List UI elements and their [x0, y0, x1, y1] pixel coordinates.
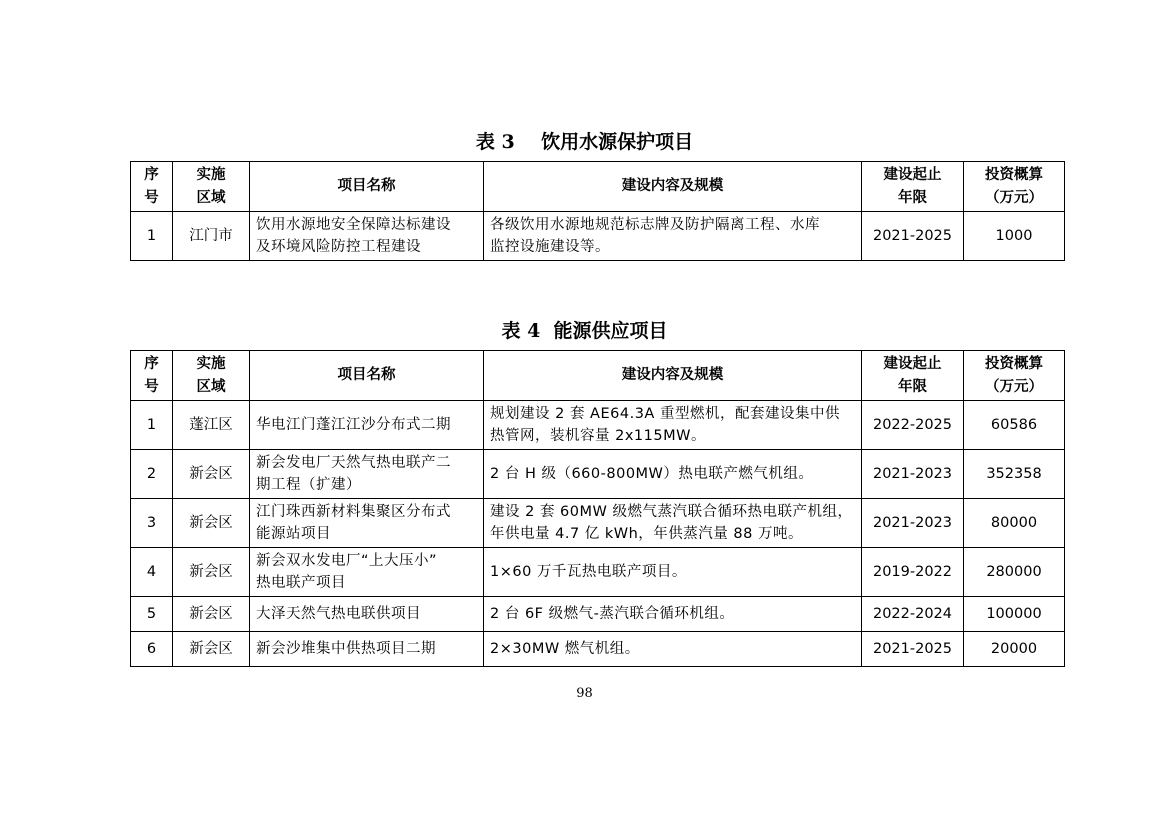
- table4-caption: 表 4 能源供应项目: [501, 320, 668, 342]
- table-row: [131, 632, 1065, 667]
- cell-region: 新会区: [173, 450, 250, 499]
- table-row: [131, 499, 1065, 548]
- cell-period: 2021-2025: [862, 212, 964, 261]
- cell-name: 江门珠西新材料集聚区分布式 能源站项目: [250, 499, 484, 548]
- cell-period: 2022-2024: [862, 597, 964, 632]
- cell-name: 新会双水发电厂“上大压小” 热电联产项目: [250, 548, 484, 597]
- cell-name: 新会发电厂天然气热电联产二 期工程（扩建）: [250, 450, 484, 499]
- cell-content: 规划建设 2 套 AE64.3A 重型燃机，配套建设集中供 热管网，装机容量 2x115MW。: [484, 401, 862, 450]
- table3-drinking-water-protection: [130, 161, 1065, 261]
- header-investment: 投资概算 （万元）: [964, 162, 1065, 212]
- cell-seq: 3: [131, 499, 173, 548]
- header-period: 建设起止 年限: [862, 162, 964, 212]
- cell-period: 2022-2025: [862, 401, 964, 450]
- cell-seq: 2: [131, 450, 173, 499]
- table-row: [131, 597, 1065, 632]
- table4-energy-supply: [130, 350, 1065, 667]
- table-row: [131, 212, 1065, 261]
- cell-content: 建设 2 套 60MW 级燃气蒸汽联合循环热电联产机组， 年供电量 4.7 亿 kWh，年供蒸汽量 88 万吨。: [484, 499, 862, 548]
- cell-seq: 1: [131, 401, 173, 450]
- header-seq: 序 号: [131, 351, 173, 401]
- cell-investment: 100000: [964, 597, 1065, 632]
- table-row: [131, 450, 1065, 499]
- table3-caption: 表 3 饮用水源保护项目: [475, 131, 694, 153]
- header-name: 项目名称: [250, 162, 484, 212]
- cell-content: 2×30MW 燃气机组。: [484, 632, 862, 667]
- cell-region: 新会区: [173, 597, 250, 632]
- header-name: 项目名称: [250, 351, 484, 401]
- header-region: 实施 区域: [173, 162, 250, 212]
- cell-content: 2 台 H 级（660-800MW）热电联产燃气机组。: [484, 450, 862, 499]
- table4-header-row: [131, 351, 1065, 401]
- cell-period: 2021-2025: [862, 632, 964, 667]
- cell-name: 华电江门蓬江江沙分布式二期: [250, 401, 484, 450]
- cell-region: 蓬江区: [173, 401, 250, 450]
- header-investment: 投资概算 （万元）: [964, 351, 1065, 401]
- cell-seq: 5: [131, 597, 173, 632]
- header-content: 建设内容及规模: [484, 162, 862, 212]
- cell-name: 新会沙堆集中供热项目二期: [250, 632, 484, 667]
- table-row: [131, 548, 1065, 597]
- cell-seq: 6: [131, 632, 173, 667]
- cell-investment: 1000: [964, 212, 1065, 261]
- table3-header-row: [131, 162, 1065, 212]
- cell-region: 新会区: [173, 548, 250, 597]
- cell-content: 1×60 万千瓦热电联产项目。: [484, 548, 862, 597]
- cell-name: 大泽天然气热电联供项目: [250, 597, 484, 632]
- cell-region: 新会区: [173, 499, 250, 548]
- cell-investment: 80000: [964, 499, 1065, 548]
- cell-seq: 1: [131, 212, 173, 261]
- cell-seq: 4: [131, 548, 173, 597]
- table-row: [131, 401, 1065, 450]
- cell-investment: 280000: [964, 548, 1065, 597]
- cell-investment: 60586: [964, 401, 1065, 450]
- cell-period: 2021-2023: [862, 499, 964, 548]
- cell-region: 江门市: [173, 212, 250, 261]
- cell-period: 2019-2022: [862, 548, 964, 597]
- header-region: 实施 区域: [173, 351, 250, 401]
- cell-period: 2021-2023: [862, 450, 964, 499]
- cell-investment: 20000: [964, 632, 1065, 667]
- cell-content: 各级饮用水源地规范标志牌及防护隔离工程、水库 监控设施建设等。: [484, 212, 862, 261]
- cell-region: 新会区: [173, 632, 250, 667]
- page-number: 98: [576, 686, 593, 701]
- header-seq: 序 号: [131, 162, 173, 212]
- header-period: 建设起止 年限: [862, 351, 964, 401]
- cell-content: 2 台 6F 级燃气-蒸汽联合循环机组。: [484, 597, 862, 632]
- cell-name: 饮用水源地安全保障达标建设 及环境风险防控工程建设: [250, 212, 484, 261]
- cell-investment: 352358: [964, 450, 1065, 499]
- header-content: 建设内容及规模: [484, 351, 862, 401]
